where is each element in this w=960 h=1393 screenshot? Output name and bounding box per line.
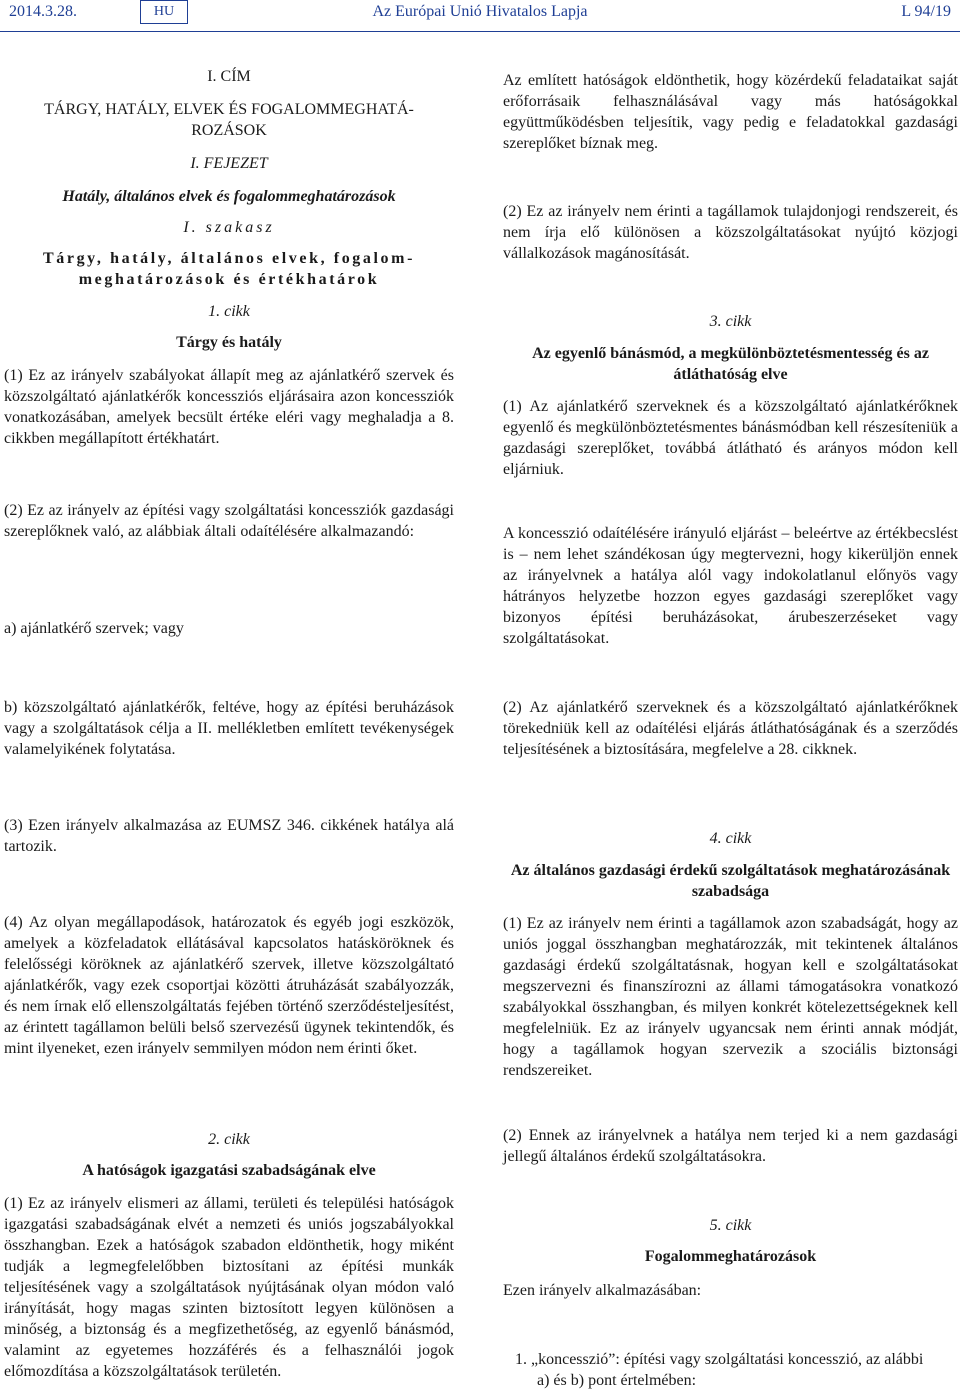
header-rule (0, 31, 960, 32)
chapter-label: I. FEJEZET (190, 155, 268, 172)
section-title-line-1: Tárgy, hatály, általános elvek, fogalom- (43, 250, 415, 267)
article-2-paragraph-1-continued: Az említett hatóságok eldönthetik, hogy közérdekű feladataikat saját erőforrásaik felhasználásával vagy más hatóságokkal együttműködésben teljesítik, vagy pedig e feladatokkal gazdasági szereplőket bíznak meg. (503, 72, 958, 152)
page-header (0, 0, 960, 30)
article-1-title: Tárgy és hatály (176, 334, 282, 351)
header-date: 2014.3.28. (9, 3, 77, 20)
article-4-label: 4. cikk (709, 830, 752, 847)
article-5-item-1-line-1: 1. „koncesszió”: építési vagy szolgáltatási koncesszió, az alábbi (515, 1351, 924, 1368)
article-3-paragraph-1b: A koncesszió odaítélésére irányuló eljárást – beleértve az értékbecslést is – nem lehet szándékosan úgy megtervezni, hogy kikerüljön ennek az irányelvnek a hatálya alól vagy indokolatlanul előnyös vagy hátrányos helyzetbe hozzon egyes gazdasági szereplőket vagy bizonyos építési beruházásokat, árubeszerzéseket vagy szolgáltatásokat. (503, 525, 958, 647)
article-2-paragraph-2: (2) Ez az irányelv nem érinti a tagállamok tulajdonjogi rendszereit, és nem írja elő különösen a közszolgáltatásokat nyújtó közjogi vállalkozások magánosítását. (503, 203, 958, 262)
article-2-label: 2. cikk (208, 1131, 250, 1148)
chapter-title: Hatály, általános elvek és fogalommeghatározások (62, 188, 396, 205)
language-badge: HU (140, 0, 188, 24)
article-3-paragraph-2: (2) Az ajánlatkérő szerveknek és a közszolgáltató ajánlatkérőknek törekedniük kell az odaítélési eljárás átláthatóságának és a szerződés teljesítésének a biztosítására, megfelelve a 28. cikknek. (503, 699, 958, 758)
article-5-title: Fogalommeghatározások (644, 1248, 817, 1265)
article-4-paragraph-1: (1) Ez az irányelv nem érinti a tagállamok azon szabadságát, hogy az uniós joggal összhangban meghatározzák, mit tekintenek általános gazdasági érdekű szolgáltatásnak, hogyan kell e szolgáltatásokat megszervezni és finanszírozni az állami támogatásokra vonatkozó szabályokkal összhangban, és milyen konkrét kötelezettségeknek kell megfelelniük. Ez az irányelv ugyancsak nem érinti annak módját, hogy a tagállamok hogyan szervezik a szociális biztonsági rendszereiket. (503, 915, 958, 1079)
article-3-label: 3. cikk (709, 313, 752, 330)
article-1-paragraph-1: (1) Ez az irányelv szabályokat állapít meg az ajánlatkérő szervek és közszolgáltató ajánlatkérők koncessziós eljárásaira azon koncessziók vonatkozásában, amelyek becsült értéke eléri vagy meghaladja a 8. cikkben megállapított értékhatárt. (4, 367, 454, 447)
article-5-item-1-line-2: a) és b) pont értelmében: (537, 1372, 697, 1389)
article-1-label: 1. cikk (208, 303, 250, 320)
article-3-title: Az egyenlő bánásmód, a megkülönböztetésmentesség és az átláthatóság elve (532, 345, 929, 383)
article-1-paragraph-4: (4) Az olyan megállapodások, határozatok és egyéb jogi eszközök, amelyek a közfeladatok ellátásával kapcsolatos hatásköröknek és felelősségi köröknek az ajánlatkérő szervek, illetve közszolgáltató ajánlatkérők, vagy ezek csoportjai közötti átruházását szabályozzák, és nem írnak elő ellenszolgáltatás fejében történő szerződésteljesítést, az érintett tagállamon belüli belső szervezésű ügynek tekintendők, és mint ilyeneket, ezen irányelv semmilyen módon nem érinti őket. (4, 914, 454, 1057)
article-3-paragraph-1: (1) Az ajánlatkérő szerveknek és a közszolgáltató ajánlatkérőknek egyenlő és megkülönböztetésmentes bánásmódban kell részesíteniük a gazdasági szereplőket, továbbá átlátható és arányos módon kell eljárniuk. (503, 398, 958, 478)
title-cim: I. CÍM (207, 68, 251, 85)
section-label: I. szakasz (183, 219, 275, 236)
article-1-point-b: b) közszolgáltató ajánlatkérők, feltéve, hogy az építési beruházások vagy a szolgáltatások célja a II. mellékletben említett tevékenységek valamelyikének folytatása. (4, 699, 454, 758)
section-title-line-2: meghatározások és értékhatárok (78, 271, 380, 288)
page-number: L 94/19 (901, 3, 951, 20)
article-4-paragraph-2: (2) Ennek az irányelvnek a hatálya nem terjed ki a nem gazdasági jellegű általános érdekű szolgáltatásokra. (503, 1127, 958, 1165)
article-2-paragraph-1: (1) Ez az irányelv elismeri az állami, területi és települési hatóságok igazgatási szabadságának elvét a nemzeti és uniós jogszabályokkal összhangban. Ezek a hatóságok szabadon eldönthetik, hogy miként tudják a legmegfelelőbben biztosítani az építési munkák teljesítésének vagy a szolgáltatások nyújtásának olyan módon való irányítását, hogy magas szinten biztosított legyen különösen a minőség, a biztonság és a megfizethetőség, az egyenlő bánásmód, valamint az egyetemes hozzáférés és a felhasználói jogok előmozdítása a közszolgáltatások területén. (4, 1195, 454, 1380)
article-1-paragraph-2: (2) Ez az irányelv az építési vagy szolgáltatási koncessziók gazdasági szereplőknek való, az alábbiak általi odaítélésére alkalmazandó: (4, 502, 454, 540)
article-4-title: Az általános gazdasági érdekű szolgáltatások meghatározásának szabadsága (510, 862, 951, 900)
title-main-line-1: TÁRGY, HATÁLY, ELVEK ÉS FOGALOMMEGHATÁ- (44, 101, 414, 118)
article-1-point-a: a) ajánlatkérő szervek; vagy (4, 620, 184, 637)
article-5-label: 5. cikk (709, 1217, 752, 1234)
title-main-line-2: ROZÁSOK (191, 122, 267, 139)
article-1-paragraph-3: (3) Ezen irányelv alkalmazása az EUMSZ 346. cikkének hatálya alá tartozik. (4, 817, 454, 855)
article-5-intro: Ezen irányelv alkalmazásában: (503, 1282, 702, 1299)
journal-title: Az Európai Unió Hivatalos Lapja (372, 3, 588, 20)
article-2-title: A hatóságok igazgatási szabadságának elve (82, 1162, 376, 1179)
